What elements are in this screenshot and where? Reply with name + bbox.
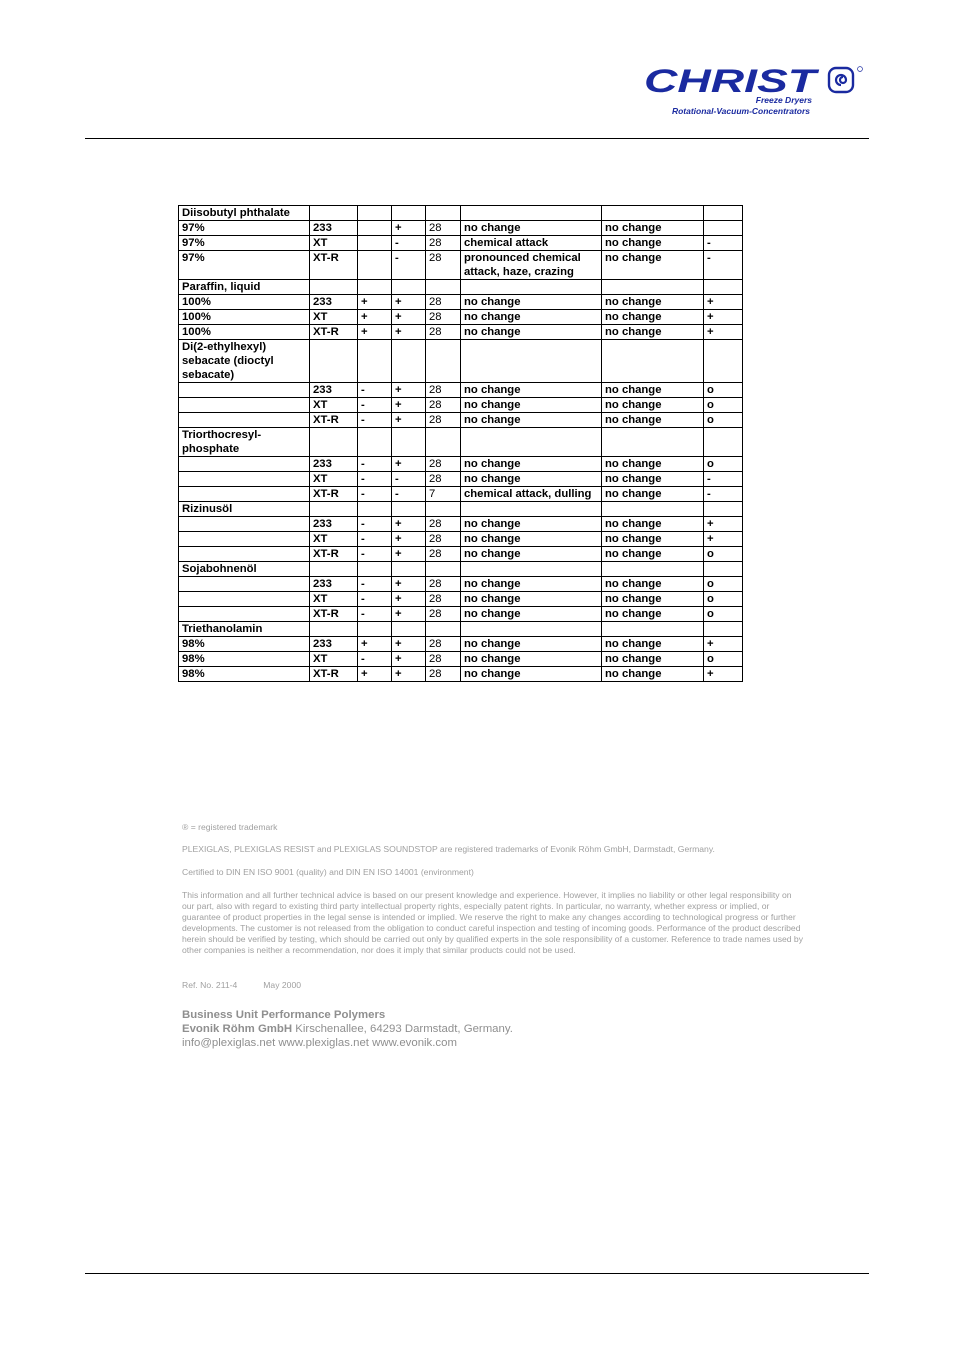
table-section-row <box>179 206 743 221</box>
cell-other-effect: no change <box>602 221 704 236</box>
cell-days <box>426 280 461 295</box>
cell-col-3: - <box>358 532 392 547</box>
cell-days <box>426 428 461 457</box>
cell-rating: - <box>704 236 743 251</box>
cell-grade: 233 <box>310 383 358 398</box>
cell-rating <box>704 562 743 577</box>
cell-grade: XT <box>310 236 358 251</box>
cell-concentration <box>179 383 310 398</box>
cell-days: 28 <box>426 577 461 592</box>
cell-grade <box>310 340 358 383</box>
cell-surface-effect: chemical attack <box>461 236 602 251</box>
cell-other-effect: no change <box>602 295 704 310</box>
cell-other-effect: no change <box>602 236 704 251</box>
cell-other-effect: no change <box>602 310 704 325</box>
cell-surface-effect: no change <box>461 310 602 325</box>
cell-col-3: - <box>358 652 392 667</box>
table-row <box>179 547 743 562</box>
cell-days: 28 <box>426 667 461 682</box>
cell-concentration <box>179 547 310 562</box>
table-row <box>179 383 743 398</box>
cell-col-4 <box>392 502 426 517</box>
cell-days: 7 <box>426 487 461 502</box>
cell-col-3: - <box>358 457 392 472</box>
cell-days: 28 <box>426 310 461 325</box>
cell-rating <box>704 280 743 295</box>
logo-wordmark: CHRIST <box>644 63 820 99</box>
cell-surface-effect <box>461 206 602 221</box>
table-row <box>179 413 743 428</box>
cell-col-3: + <box>358 325 392 340</box>
trademark-note: ® = registered trademark <box>182 822 278 832</box>
cell-col-4: + <box>392 325 426 340</box>
cell-days: 28 <box>426 652 461 667</box>
table-row <box>179 221 743 236</box>
cell-surface-effect: no change <box>461 325 602 340</box>
cell-concentration <box>179 472 310 487</box>
cell-rating: o <box>704 547 743 562</box>
cell-concentration <box>179 487 310 502</box>
cell-col-4 <box>392 206 426 221</box>
cell-rating <box>704 340 743 383</box>
cell-concentration <box>179 592 310 607</box>
cell-col-3: + <box>358 637 392 652</box>
table-row <box>179 607 743 622</box>
cell-surface-effect <box>461 622 602 637</box>
cell-col-4: + <box>392 607 426 622</box>
cell-surface-effect: no change <box>461 457 602 472</box>
cell-surface-effect: no change <box>461 383 602 398</box>
cell-rating: + <box>704 637 743 652</box>
substance-name-cell: Sojabohnenöl <box>179 562 310 577</box>
cell-surface-effect: no change <box>461 221 602 236</box>
cell-grade: XT <box>310 398 358 413</box>
cell-col-3: - <box>358 487 392 502</box>
cell-rating: + <box>704 667 743 682</box>
cell-grade: XT <box>310 310 358 325</box>
table-row <box>179 487 743 502</box>
cell-days: 28 <box>426 637 461 652</box>
table-row <box>179 577 743 592</box>
cell-other-effect: no change <box>602 383 704 398</box>
cell-other-effect: no change <box>602 607 704 622</box>
company-address <box>182 1022 513 1036</box>
table-row <box>179 637 743 652</box>
cell-col-4: + <box>392 652 426 667</box>
cell-days: 28 <box>426 383 461 398</box>
cell-grade: XT-R <box>310 607 358 622</box>
cell-col-3: - <box>358 383 392 398</box>
cell-col-3 <box>358 428 392 457</box>
cell-other-effect: no change <box>602 547 704 562</box>
cell-concentration: 100% <box>179 325 310 340</box>
cell-col-4: + <box>392 295 426 310</box>
cell-grade <box>310 502 358 517</box>
substance-name-cell: Rizinusöl <box>179 502 310 517</box>
cell-concentration: 100% <box>179 295 310 310</box>
cell-col-3: - <box>358 517 392 532</box>
cell-col-3 <box>358 502 392 517</box>
cell-col-4: + <box>392 637 426 652</box>
disclaimer: This information and all further technical advice is based on our present knowledge and experience. However, it implies no liability or other legal responsibility on our part, also with regard to existing third party intellectual property rights, especially patent rights. In particular, no warranty, whether express or implied, or guarantee of product properties in the legal sense is intended or implied. We reserve the right to make any changes according to technological progress or further developments. The customer is not released from the obligation to conduct careful inspection and testing of incoming goods. Performance of the product described herein should be verified by testing, which should be carried out only by qualified experts in the sole responsibility of a customer. Reference to trade names used by other companies is neither a recommendation, nor does it imply that similar products could not be used. <box>182 890 804 955</box>
substance-name-cell: Diisobutyl phthalate <box>179 206 310 221</box>
cell-rating: + <box>704 532 743 547</box>
substance-name-cell: Di(2-ethylhexyl) sebacate (dioctyl sebacate) <box>179 340 310 383</box>
cell-other-effect <box>602 428 704 457</box>
cell-col-4: + <box>392 517 426 532</box>
cell-grade: XT-R <box>310 251 358 280</box>
cell-col-3 <box>358 221 392 236</box>
cell-rating: o <box>704 577 743 592</box>
cell-grade: 233 <box>310 295 358 310</box>
certification-note: Certified to DIN EN ISO 9001 (quality) and DIN EN ISO 14001 (environment) <box>182 867 474 877</box>
cell-days: 28 <box>426 457 461 472</box>
cell-col-4: + <box>392 310 426 325</box>
table-row <box>179 532 743 547</box>
cell-concentration: 97% <box>179 236 310 251</box>
cell-days: 28 <box>426 295 461 310</box>
cell-days: 28 <box>426 472 461 487</box>
cell-surface-effect: no change <box>461 398 602 413</box>
cell-rating: o <box>704 398 743 413</box>
substance-name-cell: Paraffin, liquid <box>179 280 310 295</box>
table-row <box>179 310 743 325</box>
contact-links: info@plexiglas.net www.plexiglas.net www.evonik.com <box>182 1037 457 1049</box>
cell-surface-effect: no change <box>461 472 602 487</box>
cell-surface-effect: no change <box>461 637 602 652</box>
cell-surface-effect: no change <box>461 295 602 310</box>
cell-grade <box>310 206 358 221</box>
cell-days: 28 <box>426 413 461 428</box>
cell-days: 28 <box>426 251 461 280</box>
cell-col-4: + <box>392 577 426 592</box>
cell-concentration: 98% <box>179 652 310 667</box>
cell-other-effect <box>602 502 704 517</box>
footer-divider <box>85 1273 869 1274</box>
cell-col-3: + <box>358 667 392 682</box>
cell-days: 28 <box>426 517 461 532</box>
table-section-row <box>179 340 743 383</box>
cell-days <box>426 622 461 637</box>
cell-surface-effect: no change <box>461 667 602 682</box>
cell-days: 28 <box>426 607 461 622</box>
cell-col-3 <box>358 562 392 577</box>
cell-rating: - <box>704 472 743 487</box>
cell-col-4: - <box>392 472 426 487</box>
table-section-row <box>179 622 743 637</box>
cell-rating <box>704 206 743 221</box>
chemical-resistance-table <box>178 205 743 682</box>
table-section-row <box>179 428 743 457</box>
cell-grade: XT-R <box>310 487 358 502</box>
cell-days: 28 <box>426 592 461 607</box>
cell-concentration <box>179 413 310 428</box>
cell-surface-effect: no change <box>461 413 602 428</box>
cell-col-3: - <box>358 413 392 428</box>
substance-name-cell: Triorthocresyl-phosphate <box>179 428 310 457</box>
cell-surface-effect: no change <box>461 607 602 622</box>
cell-grade: XT-R <box>310 413 358 428</box>
cell-col-4: + <box>392 547 426 562</box>
cell-concentration <box>179 517 310 532</box>
logo-emblem-icon <box>829 67 862 92</box>
cell-days: 28 <box>426 532 461 547</box>
cell-surface-effect <box>461 428 602 457</box>
cell-other-effect: no change <box>602 472 704 487</box>
cell-surface-effect: no change <box>461 577 602 592</box>
table-section-row <box>179 562 743 577</box>
cell-col-4 <box>392 428 426 457</box>
cell-other-effect <box>602 622 704 637</box>
cell-col-3 <box>358 280 392 295</box>
cell-surface-effect <box>461 562 602 577</box>
cell-other-effect: no change <box>602 517 704 532</box>
cell-col-3 <box>358 251 392 280</box>
cell-rating: o <box>704 607 743 622</box>
cell-concentration: 98% <box>179 667 310 682</box>
cell-col-4 <box>392 340 426 383</box>
cell-other-effect: no change <box>602 487 704 502</box>
table-row <box>179 472 743 487</box>
cell-other-effect <box>602 206 704 221</box>
cell-rating: + <box>704 517 743 532</box>
table-row <box>179 667 743 682</box>
cell-col-4: + <box>392 592 426 607</box>
cell-col-3: - <box>358 398 392 413</box>
cell-concentration <box>179 607 310 622</box>
cell-other-effect: no change <box>602 413 704 428</box>
logo-tagline-2: Rotational-Vacuum-Concentrators <box>671 106 810 116</box>
cell-days: 28 <box>426 398 461 413</box>
cell-surface-effect <box>461 280 602 295</box>
table-row <box>179 251 743 280</box>
table-row <box>179 517 743 532</box>
cell-col-4: + <box>392 413 426 428</box>
table-section-row <box>179 280 743 295</box>
cell-other-effect: no change <box>602 637 704 652</box>
table-row <box>179 398 743 413</box>
cell-col-4: + <box>392 221 426 236</box>
cell-grade: XT <box>310 652 358 667</box>
cell-other-effect: no change <box>602 457 704 472</box>
cell-col-3 <box>358 340 392 383</box>
plexiglas-trademark-note: PLEXIGLAS, PLEXIGLAS RESIST and PLEXIGLAS SOUNDSTOP are registered trademarks of Evonik Röhm GmbH, Darmstadt, Germany. <box>182 844 715 854</box>
cell-grade: 233 <box>310 577 358 592</box>
cell-col-4: + <box>392 667 426 682</box>
cell-col-4 <box>392 280 426 295</box>
cell-other-effect: no change <box>602 398 704 413</box>
cell-col-3 <box>358 206 392 221</box>
ref-number: Ref. No. 211-4 <box>182 980 238 990</box>
cell-days: 28 <box>426 547 461 562</box>
cell-col-4: + <box>392 398 426 413</box>
cell-other-effect: no change <box>602 592 704 607</box>
cell-days <box>426 340 461 383</box>
cell-rating <box>704 622 743 637</box>
cell-rating: - <box>704 251 743 280</box>
cell-grade: 233 <box>310 517 358 532</box>
cell-col-3: - <box>358 607 392 622</box>
cell-col-4: + <box>392 457 426 472</box>
cell-surface-effect: no change <box>461 517 602 532</box>
cell-col-4 <box>392 622 426 637</box>
cell-concentration: 98% <box>179 637 310 652</box>
cell-rating <box>704 502 743 517</box>
cell-surface-effect <box>461 340 602 383</box>
cell-grade <box>310 428 358 457</box>
cell-grade: 233 <box>310 637 358 652</box>
table-section-row <box>179 502 743 517</box>
reference-line <box>182 980 301 991</box>
cell-rating: + <box>704 295 743 310</box>
header-divider <box>85 138 869 139</box>
table-row <box>179 325 743 340</box>
cell-grade: XT-R <box>310 547 358 562</box>
cell-col-4: - <box>392 251 426 280</box>
cell-surface-effect: no change <box>461 547 602 562</box>
cell-rating: + <box>704 310 743 325</box>
cell-col-3: - <box>358 472 392 487</box>
cell-concentration: 97% <box>179 251 310 280</box>
table-row <box>179 457 743 472</box>
cell-surface-effect: pronounced chemical attack, haze, crazing <box>461 251 602 280</box>
cell-col-3: - <box>358 577 392 592</box>
cell-other-effect: no change <box>602 577 704 592</box>
cell-col-3 <box>358 622 392 637</box>
cell-grade: 233 <box>310 221 358 236</box>
cell-other-effect: no change <box>602 532 704 547</box>
company-name: Evonik Röhm GmbH <box>182 1023 293 1035</box>
cell-surface-effect: no change <box>461 532 602 547</box>
cell-days: 28 <box>426 221 461 236</box>
cell-days: 28 <box>426 325 461 340</box>
cell-rating <box>704 428 743 457</box>
cell-concentration <box>179 398 310 413</box>
cell-rating: o <box>704 652 743 667</box>
cell-days <box>426 206 461 221</box>
cell-col-3: + <box>358 310 392 325</box>
cell-grade: XT-R <box>310 325 358 340</box>
cell-col-3: + <box>358 295 392 310</box>
logo-tagline-1: Freeze Dryers <box>755 95 812 105</box>
cell-col-4: - <box>392 236 426 251</box>
cell-col-4: + <box>392 383 426 398</box>
cell-grade: XT-R <box>310 667 358 682</box>
table-row <box>179 592 743 607</box>
cell-surface-effect: chemical attack, dulling <box>461 487 602 502</box>
cell-col-4: + <box>392 532 426 547</box>
cell-grade: XT <box>310 532 358 547</box>
cell-grade <box>310 562 358 577</box>
cell-days: 28 <box>426 236 461 251</box>
cell-rating: o <box>704 383 743 398</box>
cell-surface-effect <box>461 502 602 517</box>
cell-concentration <box>179 577 310 592</box>
cell-rating <box>704 221 743 236</box>
cell-concentration: 100% <box>179 310 310 325</box>
business-unit: Business Unit Performance Polymers <box>182 1009 386 1021</box>
cell-grade: XT <box>310 472 358 487</box>
cell-rating: o <box>704 592 743 607</box>
table-row <box>179 295 743 310</box>
cell-days <box>426 502 461 517</box>
christ-logo <box>640 62 868 120</box>
cell-rating: + <box>704 325 743 340</box>
table-row <box>179 236 743 251</box>
cell-rating: o <box>704 413 743 428</box>
substance-name-cell: Triethanolamin <box>179 622 310 637</box>
cell-col-3: - <box>358 547 392 562</box>
cell-grade <box>310 622 358 637</box>
cell-surface-effect: no change <box>461 652 602 667</box>
cell-col-4 <box>392 562 426 577</box>
cell-col-3: - <box>358 592 392 607</box>
cell-days <box>426 562 461 577</box>
cell-other-effect <box>602 340 704 383</box>
cell-other-effect <box>602 562 704 577</box>
cell-other-effect <box>602 280 704 295</box>
cell-grade <box>310 280 358 295</box>
cell-other-effect: no change <box>602 652 704 667</box>
cell-other-effect: no change <box>602 325 704 340</box>
cell-other-effect: no change <box>602 251 704 280</box>
cell-grade: 233 <box>310 457 358 472</box>
cell-rating: o <box>704 457 743 472</box>
cell-concentration: 97% <box>179 221 310 236</box>
cell-col-4: - <box>392 487 426 502</box>
address-text: Kirschenallee, 64293 Darmstadt, Germany. <box>292 1023 513 1035</box>
cell-rating: - <box>704 487 743 502</box>
cell-concentration <box>179 457 310 472</box>
cell-surface-effect: no change <box>461 592 602 607</box>
table-row <box>179 652 743 667</box>
cell-col-3 <box>358 236 392 251</box>
cell-grade: XT <box>310 592 358 607</box>
cell-concentration <box>179 532 310 547</box>
cell-other-effect: no change <box>602 667 704 682</box>
ref-date: May 2000 <box>263 980 302 990</box>
